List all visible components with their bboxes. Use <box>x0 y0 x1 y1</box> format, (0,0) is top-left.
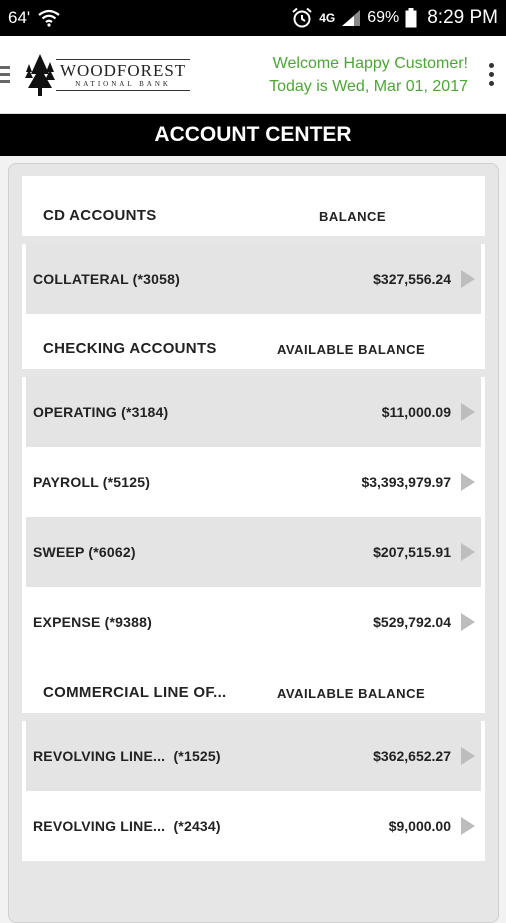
account-name: EXPENSE (*9388) <box>33 614 152 630</box>
balance-column-label: BALANCE <box>319 209 387 224</box>
account-row[interactable] <box>26 721 481 791</box>
account-balance: $3,393,979.97 <box>361 474 451 490</box>
page-title: ACCOUNT CENTER <box>0 114 506 156</box>
account-balance: $362,652.27 <box>373 748 451 764</box>
battery-icon <box>405 8 417 28</box>
chevron-right-icon <box>461 473 475 491</box>
tree-logo-icon <box>22 52 58 98</box>
account-name: OPERATING (*3184) <box>33 404 169 420</box>
chevron-right-icon <box>461 403 475 421</box>
battery-percent-text: 69% <box>367 9 400 26</box>
section-header-checking <box>22 314 485 369</box>
section-header-cd <box>22 176 485 236</box>
chevron-right-icon <box>461 613 475 631</box>
welcome-text: Welcome Happy Customer! <box>272 54 468 72</box>
welcome-block <box>269 52 468 98</box>
account-name: COLLATERAL (*3058) <box>33 271 180 287</box>
chevron-right-icon <box>461 817 475 835</box>
account-row[interactable] <box>26 517 481 587</box>
account-balance: $327,556.24 <box>373 271 451 287</box>
woodforest-logo <box>22 52 190 98</box>
account-balance: $207,515.91 <box>373 544 451 560</box>
status-bar <box>0 0 506 36</box>
account-name: PAYROLL (*5125) <box>33 474 151 490</box>
account-balance: $11,000.09 <box>381 404 451 420</box>
account-row[interactable] <box>26 244 481 314</box>
accounts-panel <box>8 163 499 923</box>
account-row[interactable] <box>22 587 485 657</box>
logo-sub-text: NATIONAL BANK <box>75 79 171 88</box>
section-title: CD ACCOUNTS <box>43 207 157 224</box>
section-title: CHECKING ACCOUNTS <box>43 340 217 357</box>
chevron-right-icon <box>461 543 475 561</box>
clock-text: 8:29 PM <box>427 7 498 28</box>
chevron-right-icon <box>461 270 475 288</box>
account-row[interactable] <box>22 447 485 517</box>
overflow-menu-icon[interactable] <box>476 55 506 95</box>
temperature-text: 64' <box>8 8 31 27</box>
account-name: SWEEP (*6062) <box>33 544 136 560</box>
section-header-commercial <box>22 657 485 713</box>
wifi-icon <box>38 9 60 27</box>
account-name: REVOLVING LINE... (*2434) <box>33 818 221 834</box>
account-name: REVOLVING LINE... (*1525) <box>33 748 221 764</box>
logo-brand-text: WOODFOREST <box>60 60 187 80</box>
balance-column-label: AVAILABLE BALANCE <box>277 686 426 701</box>
account-balance: $9,000.00 <box>388 818 451 834</box>
alarm-icon <box>291 7 313 29</box>
account-balance: $529,792.04 <box>373 614 451 630</box>
section-title: COMMERCIAL LINE OF... <box>43 684 227 701</box>
account-row[interactable] <box>22 791 485 861</box>
balance-column-label: AVAILABLE BALANCE <box>277 342 426 357</box>
date-text: Today is Wed, Mar 01, 2017 <box>269 77 468 95</box>
network-type-text: 4G <box>319 11 336 25</box>
chevron-right-icon <box>461 747 475 765</box>
app-header <box>0 36 506 114</box>
hamburger-menu-icon[interactable] <box>0 66 12 83</box>
signal-icon <box>341 9 361 27</box>
account-row[interactable] <box>26 377 481 447</box>
